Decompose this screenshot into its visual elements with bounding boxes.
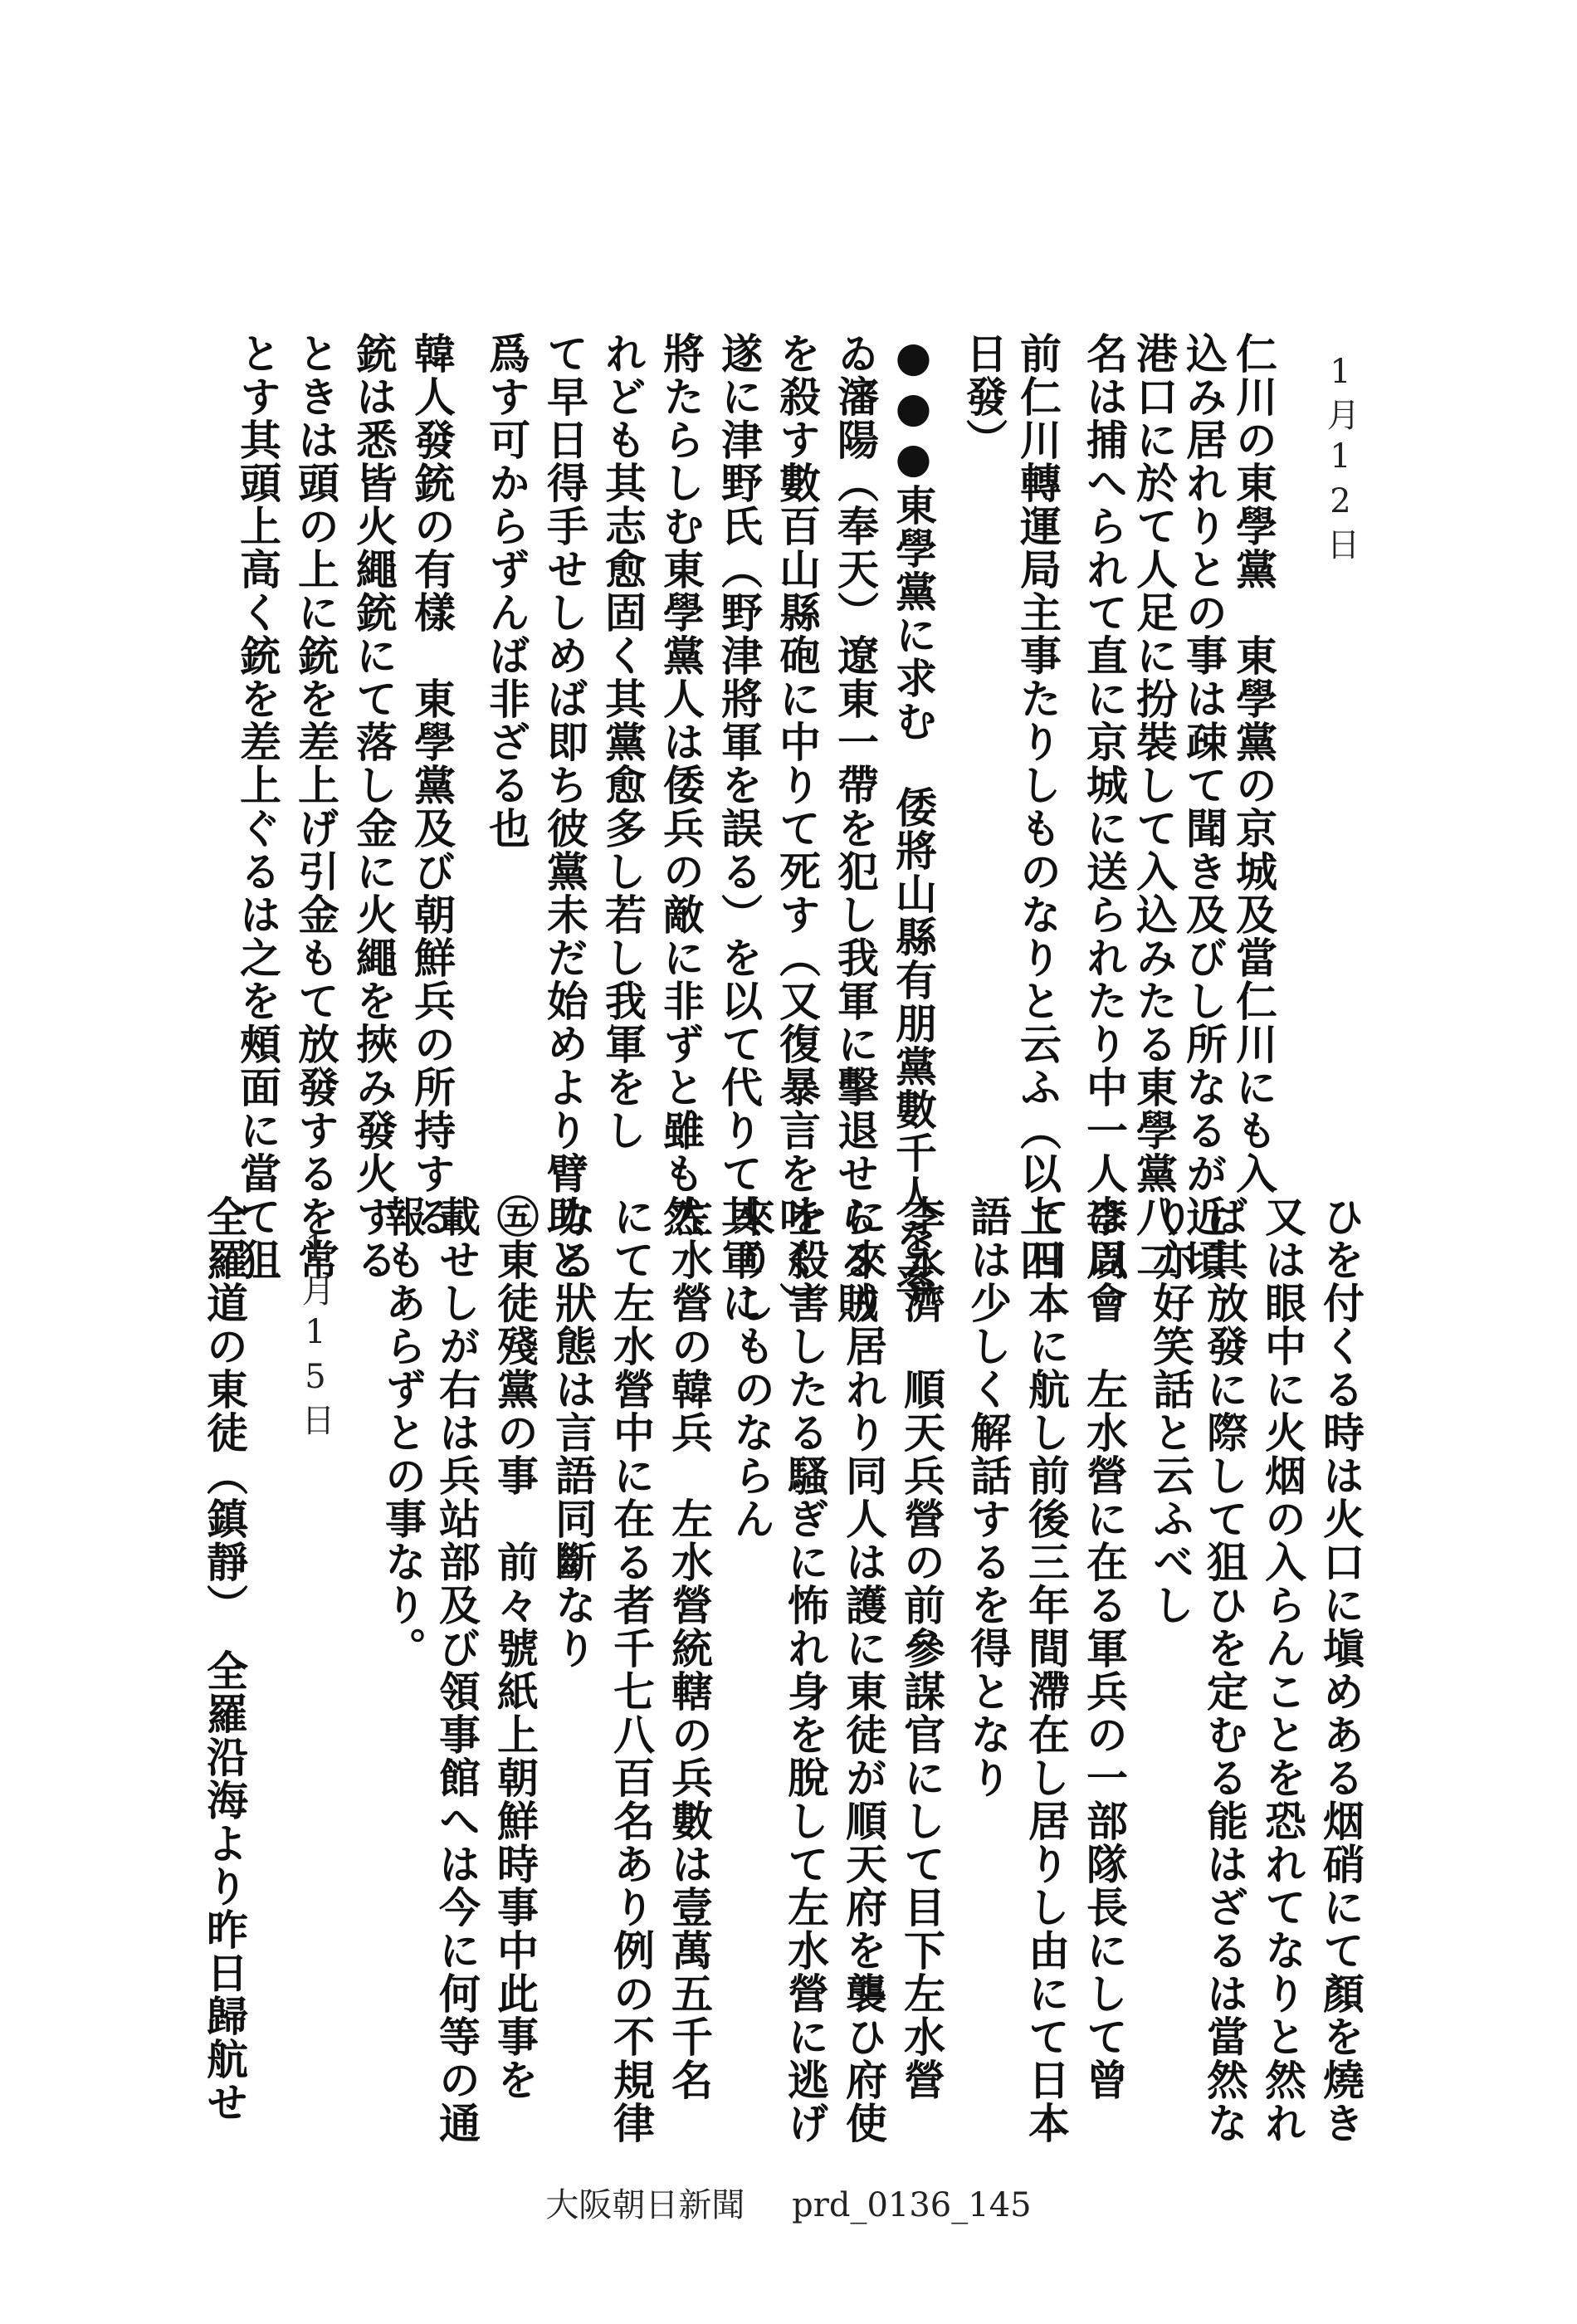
upper-column-12: れども其志愈固く其黨愈多し若し我軍をし [598, 332, 647, 1152]
lower-column-1: ひを付くる時は火口に塡めある烟硝にて顏を燒き [1316, 1195, 1365, 2145]
lower-column-8: 李永濟 順天兵營の前參謀官にして目下左水營 [897, 1195, 946, 2102]
lower-column-6: て日本に航し前後三年間滯在し居りし由にて日本 [1022, 1195, 1071, 2145]
lower-column-10: を殺害したる騷ぎに怖れ身を脫して左水營に逃げ [781, 1195, 830, 2145]
upper-column-10: 遂に津野氏（野津將軍を誤る）を以て代りて其軍に [715, 332, 764, 1325]
lower-column-15: ㊄東徒殘黨の事 前々號紙上朝鮮時事中此事を [491, 1195, 540, 2102]
lower-column-12: 左水營の韓兵 左水營統轄の兵數は壹萬五千名 [665, 1195, 714, 2102]
upper-column-11: 將たらしむ東學黨人は倭兵の敵に非ずと雖も然 [657, 332, 706, 1238]
lower-column-7: 語は少しく解話するを得となり [964, 1195, 1013, 1799]
date-jan-15: 1月15日 [296, 1228, 334, 1443]
lower-column-13: にて左水營中に在る者千七八百名あり例の不規律 [607, 1195, 656, 2145]
lower-column-4: り亦好笑話と云ふべし [1146, 1195, 1195, 1627]
lower-column-11: 來りしものならん [727, 1195, 776, 1540]
upper-column-14: 爲す可からずんば非ざる也 [482, 332, 531, 850]
upper-column-9: を殺す數百山縣砲に中りて死す（又復暴言を吐く） [773, 332, 822, 1325]
lower-column-9: に來り居れり同人は護に東徒が順天府を襲ひ府使 [839, 1195, 888, 2145]
upper-column-7: ●●●東學黨に求む 倭將山縣有朋黨數千人を率 [889, 332, 938, 1304]
upper-column-3: 港口に於て人足に扮裝して入込みたる東學黨八二 [1130, 332, 1179, 1282]
section3-column-1: 全羅道の東徒（鎮靜） 全羅沿海より昨日歸航せ [200, 1195, 249, 2124]
lower-column-14: なる狀態は言語同斷なり [549, 1195, 598, 1670]
upper-column-13: て早日得手せしめば即ち彼黨未だ始めより臂助と [540, 332, 589, 1282]
page-footer [0, 2179, 1577, 2226]
upper-column-18: とす其頭上高く銃を差上ぐるは之を頰面に當て狙 [233, 332, 282, 1282]
upper-column-2: 込み居れりとの事は疎て聞き及びし所なるが近頃 [1179, 332, 1228, 1282]
date-jan-12: 1月12日 [1321, 353, 1360, 567]
upper-column-1: 仁川の東學黨 東學黨の京城及當仁川にも入 [1229, 332, 1278, 1195]
lower-column-5: 李周會 左水營に在る軍兵の一部隊長にして曾 [1080, 1195, 1129, 2102]
upper-column-17: ときは頭の上に銃を差上げ引金もて放發するを常 [291, 332, 340, 1282]
upper-column-16: 銃は悉皆火繩銃にて落し金に火繩を挾み發火する [349, 332, 398, 1282]
upper-column-8: ゐ瀋陽（奉天）遼東一帶を犯し我軍に擊退せらる賊 [831, 332, 880, 1325]
lower-column-16: 載せしが右は兵站部及び領事館へは今に何等の通 [432, 1195, 481, 2145]
upper-column-4: 名は捕へられて直に京城に送られたり中一人は以 [1080, 332, 1129, 1282]
upper-column-6: 日發） [959, 332, 1008, 461]
upper-column-5: 前仁川轉運局主事たりしものなりと云ふ（以上四 [1013, 332, 1062, 1282]
lower-column-17: 報もあらずとの事なり。 [378, 1195, 427, 1670]
lower-column-3: ば其放發に際して狙ひを定むる能はざるは當然な [1200, 1195, 1249, 2145]
upper-column-15: 韓人發銃の有樣 東學黨及び朝鮮兵の所持する [408, 332, 456, 1238]
lower-column-2: 又は眼中に火烟の入らんことを恐れてなりと然れ [1258, 1195, 1307, 2145]
footer-source: 大阪朝日新聞 [545, 2186, 745, 2224]
footer-id: prd_0136_145 [792, 2186, 1032, 2224]
